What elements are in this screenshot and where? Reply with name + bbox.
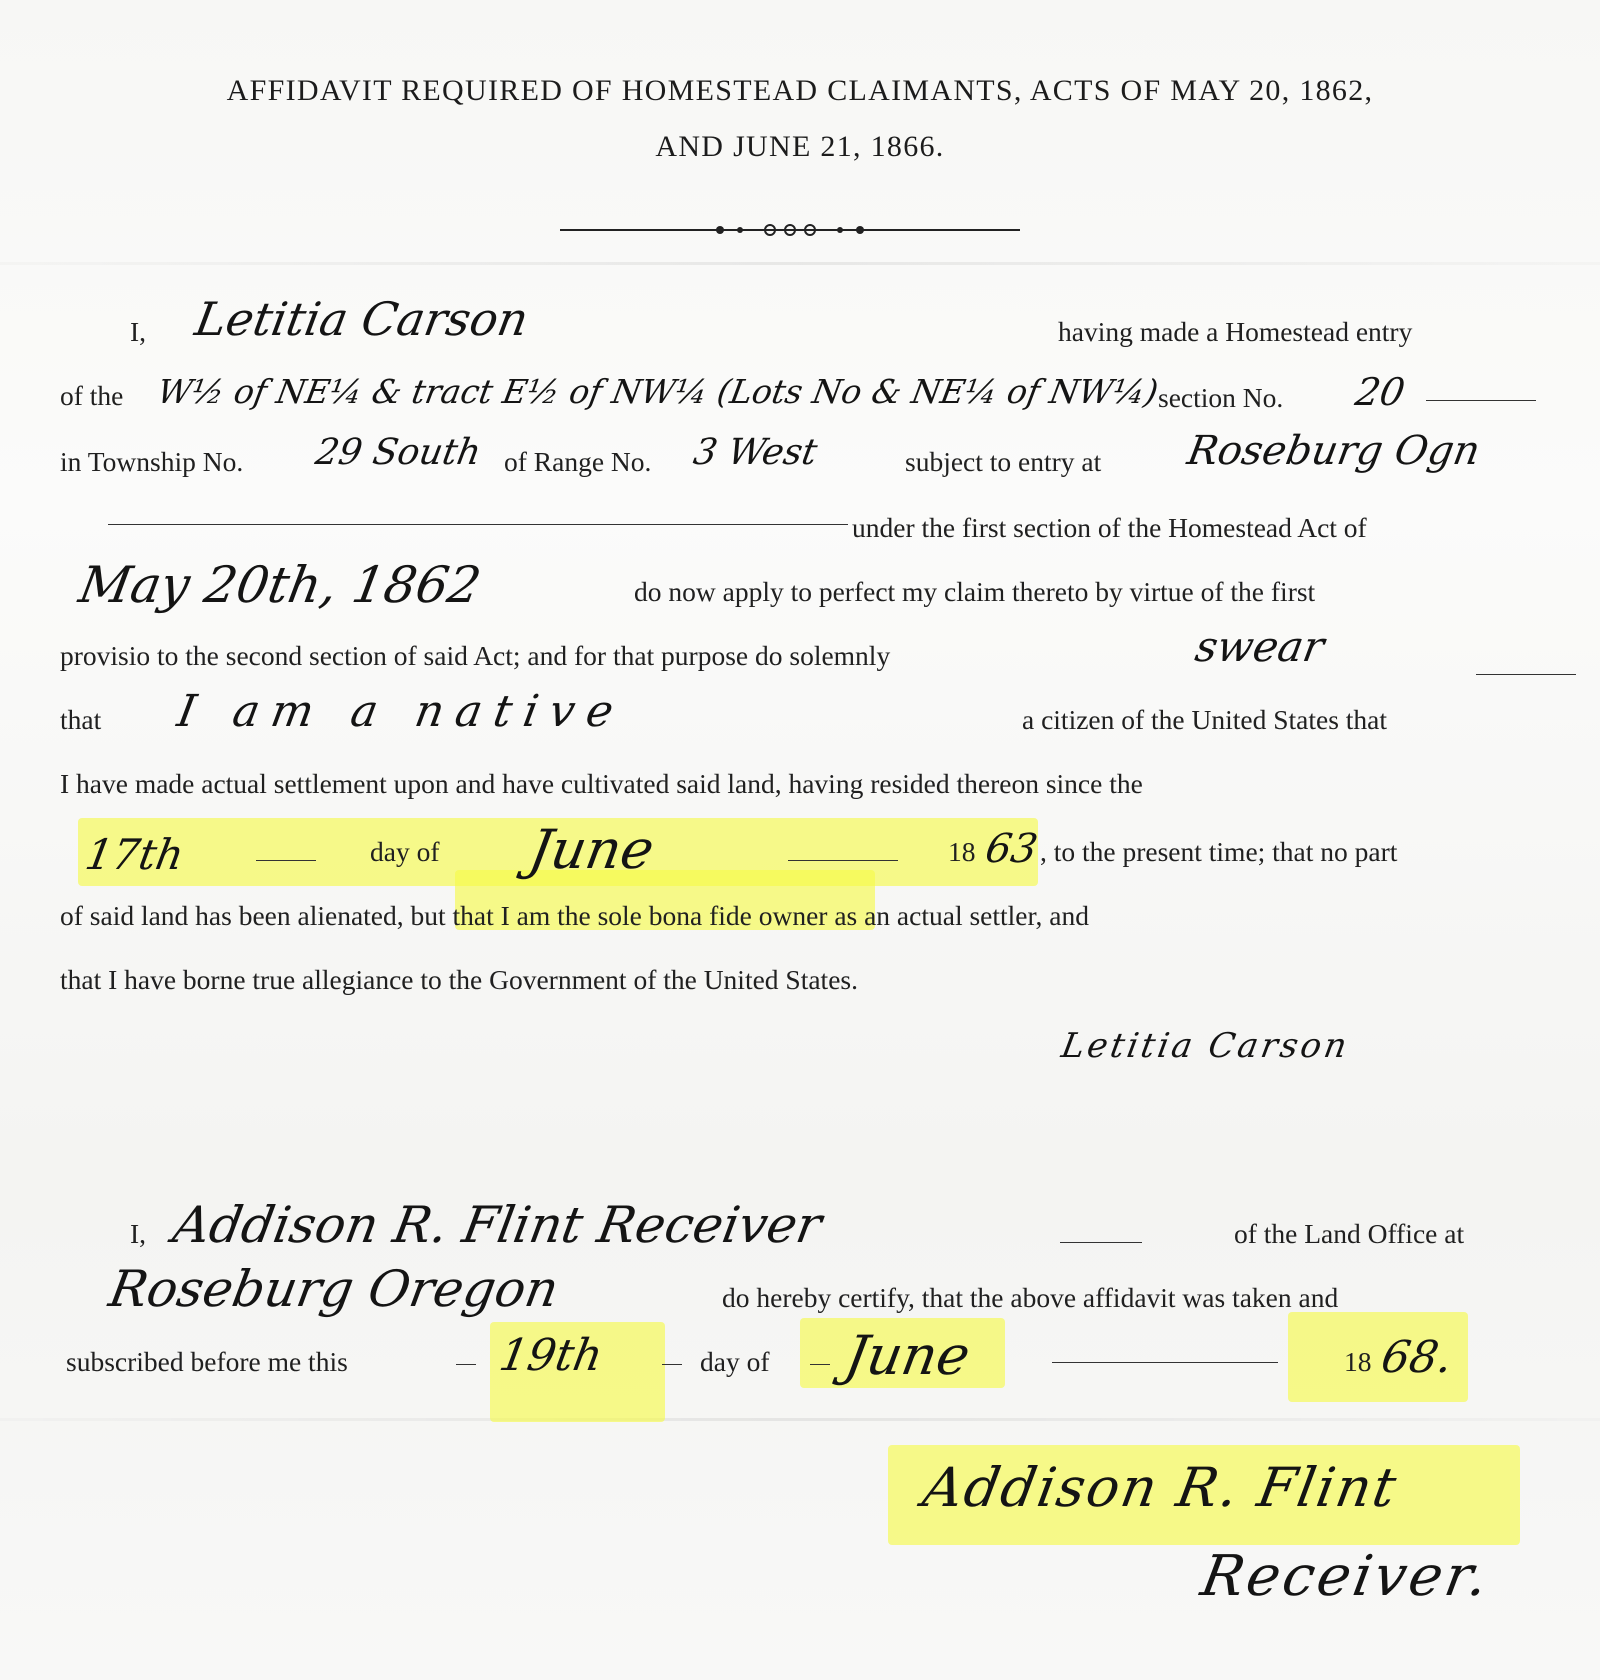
resided-month: June (524, 818, 659, 881)
oath-word: swear (1191, 622, 1328, 671)
act-date: May 20th, 1862 (74, 556, 486, 614)
label-section: section No. (1158, 382, 1284, 413)
officer-signature: Addison R. Flint (918, 1456, 1403, 1519)
label-day-of: day of (370, 836, 440, 867)
label-present: , to the present time; that no part (1040, 836, 1398, 867)
cert-year: 68. (1377, 1332, 1457, 1383)
cert-label-18: 18 (1344, 1346, 1372, 1377)
paper-fold (0, 1418, 1600, 1421)
blank-line (456, 1364, 476, 1365)
range: 3 West (690, 432, 821, 473)
label-range: of Range No. (504, 446, 652, 477)
label-18: 18 (948, 836, 976, 867)
label-having: having made a Homestead entry (1058, 316, 1413, 347)
officer-title-signature: Receiver. (1196, 1544, 1496, 1609)
blank-line (256, 860, 316, 861)
label-apply: do now apply to perfect my claim thereto by virtue of the first (634, 576, 1316, 607)
office-place: Roseburg Oregon (104, 1260, 563, 1318)
blank-line (810, 1364, 830, 1365)
cert-label-certify: do hereby certify, that the above affidavit was taken and (722, 1282, 1339, 1313)
blank-line (1426, 400, 1536, 401)
label-under: under the first section of the Homestead Act of (852, 512, 1367, 543)
label-subject: subject to entry at (905, 446, 1102, 477)
blank-line (108, 524, 848, 525)
paper-fold (0, 262, 1600, 265)
claimant-signature: Letitia Carson (1058, 1026, 1353, 1066)
label-settle: I have made actual settlement upon and have cultivated said land, having resided thereon since the (60, 768, 1143, 799)
claimant-name: Letitia Carson (191, 292, 533, 346)
cert-label-day-of: day of (700, 1346, 770, 1377)
cert-label-office: of the Land Office at (1234, 1218, 1465, 1249)
label-alienated: of said land has been alienated, but that I am the sole bona fide owner as an actual settler, and (60, 900, 1090, 931)
officer-name: Addison R. Flint Receiver (168, 1196, 826, 1254)
label-that: that (60, 704, 102, 735)
cert-month: June (840, 1324, 975, 1387)
label-township: in Township No. (60, 446, 244, 477)
label-i: I, (130, 316, 147, 347)
blank-line (1060, 1242, 1142, 1243)
label-allegiance: that I have borne true allegiance to the Government of the United States. (60, 964, 858, 995)
land-office: Roseburg Ogn (1183, 428, 1484, 474)
blank-line (1052, 1362, 1278, 1363)
resided-year: 63 (981, 826, 1041, 872)
label-citizen: a citizen of the United States that (1022, 704, 1388, 735)
land-description: W½ of NE¼ & tract E½ of NW¼ (Lots No & NE¼ of NW¼) (154, 372, 1162, 411)
label-proviso: provisio to the second section of said Act; and for that purpose do solemnly (60, 640, 891, 671)
section-no: 20 (1352, 370, 1409, 414)
blank-line (1476, 674, 1576, 675)
resided-day: 17th (81, 830, 188, 879)
cert-label-i: I, (130, 1218, 147, 1249)
blank-line (788, 860, 898, 861)
label-of-the: of the (60, 380, 124, 411)
form-title: AFFIDAVIT REQUIRED OF HOMESTEAD CLAIMANTS, ACTS OF MAY 20, 1862, (226, 74, 1374, 107)
township: 29 South (312, 432, 485, 473)
cert-day: 19th (495, 1330, 607, 1381)
cert-label-subscribed: subscribed before me this (66, 1346, 348, 1377)
blank-line (662, 1364, 682, 1365)
ornament-rule (560, 220, 1020, 240)
citizenship: I am a native (173, 686, 630, 737)
form-subtitle: AND JUNE 21, 1866. (655, 130, 945, 163)
